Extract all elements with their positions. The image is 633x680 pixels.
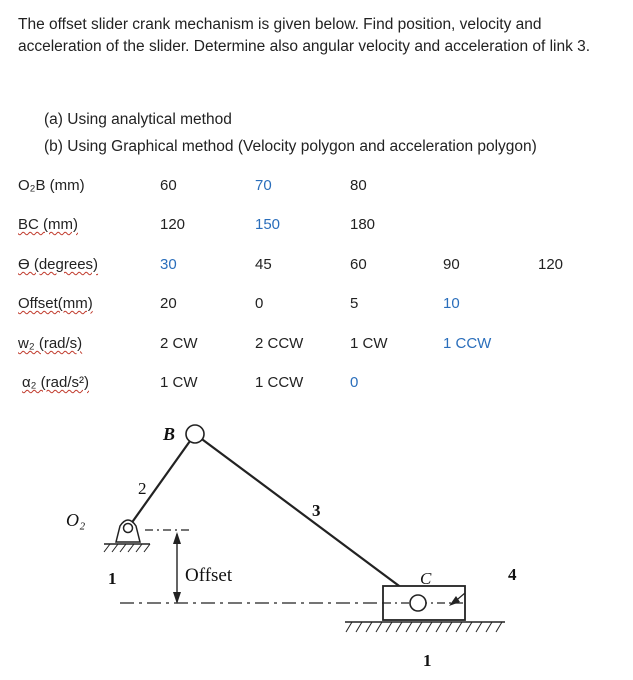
label-link-3: 3 (312, 501, 321, 520)
cell-alpha-2: 1 CCW (255, 374, 304, 391)
problem-statement: The offset slider crank mechanism is given below. Find position, velocity and acceleration of the slider. Determine also angular velocity and acceleration of link 3. (18, 16, 591, 55)
cell-theta-5: 120 (538, 256, 564, 273)
label-link-2: 2 (138, 479, 147, 498)
cell-theta-2: 45 (255, 256, 272, 273)
cell-offset-2: 0 (255, 295, 264, 312)
row-label-bc: BC (mm) (18, 216, 78, 233)
cell-bc-3: 180 (350, 216, 376, 233)
row-label-omega: w₂ (rad/s) (18, 335, 83, 352)
label-b: B (163, 424, 176, 444)
row-label-o2b: O₂B (mm) (18, 177, 85, 194)
cell-theta-4: 90 (443, 256, 460, 273)
o2-ground-hatch (104, 544, 150, 552)
cell-alpha-1: 1 CW (160, 374, 198, 391)
label-link-1-bottom: 1 (423, 651, 432, 670)
joint-b (186, 425, 204, 443)
cell-omega-1: 2 CW (160, 335, 198, 352)
row-label-alpha: α₂ (rad/s²) (22, 374, 89, 391)
row-label-offset: Offset(mm) (18, 295, 93, 312)
slider-ground-hatch (346, 622, 502, 632)
option-b: (b) Using Graphical method (Velocity polygon and acceleration polygon) (44, 138, 537, 155)
cell-o2b-3: 80 (350, 177, 367, 194)
label-o2: O₂ (66, 510, 86, 530)
offset-arrow-down (173, 592, 181, 604)
cell-alpha-3: 0 (350, 374, 359, 391)
cell-theta-3: 60 (350, 256, 367, 273)
label-offset: Offset (185, 565, 233, 586)
cell-omega-3: 1 CW (350, 335, 388, 352)
o2-pin (124, 524, 133, 533)
cell-theta-1: 30 (160, 256, 177, 273)
label-c: C (420, 569, 432, 588)
row-label-theta: ϴ (degrees) (18, 256, 99, 273)
cell-bc-1: 120 (160, 216, 186, 233)
cell-offset-4: 10 (443, 295, 460, 312)
cell-omega-4: 1 CCW (443, 335, 492, 352)
label-link-1-left: 1 (108, 569, 117, 588)
offset-arrow-up (173, 532, 181, 544)
joint-c (410, 595, 426, 611)
cell-o2b-2: 70 (255, 177, 272, 194)
cell-offset-3: 5 (350, 295, 359, 312)
cell-o2b-1: 60 (160, 177, 177, 194)
mechanism-diagram (0, 405, 633, 680)
cell-offset-1: 20 (160, 295, 177, 312)
label-link-4: 4 (508, 565, 517, 584)
option-a: (a) Using analytical method (44, 111, 232, 128)
cell-bc-2: 150 (255, 216, 281, 233)
cell-omega-2: 2 CCW (255, 335, 304, 352)
